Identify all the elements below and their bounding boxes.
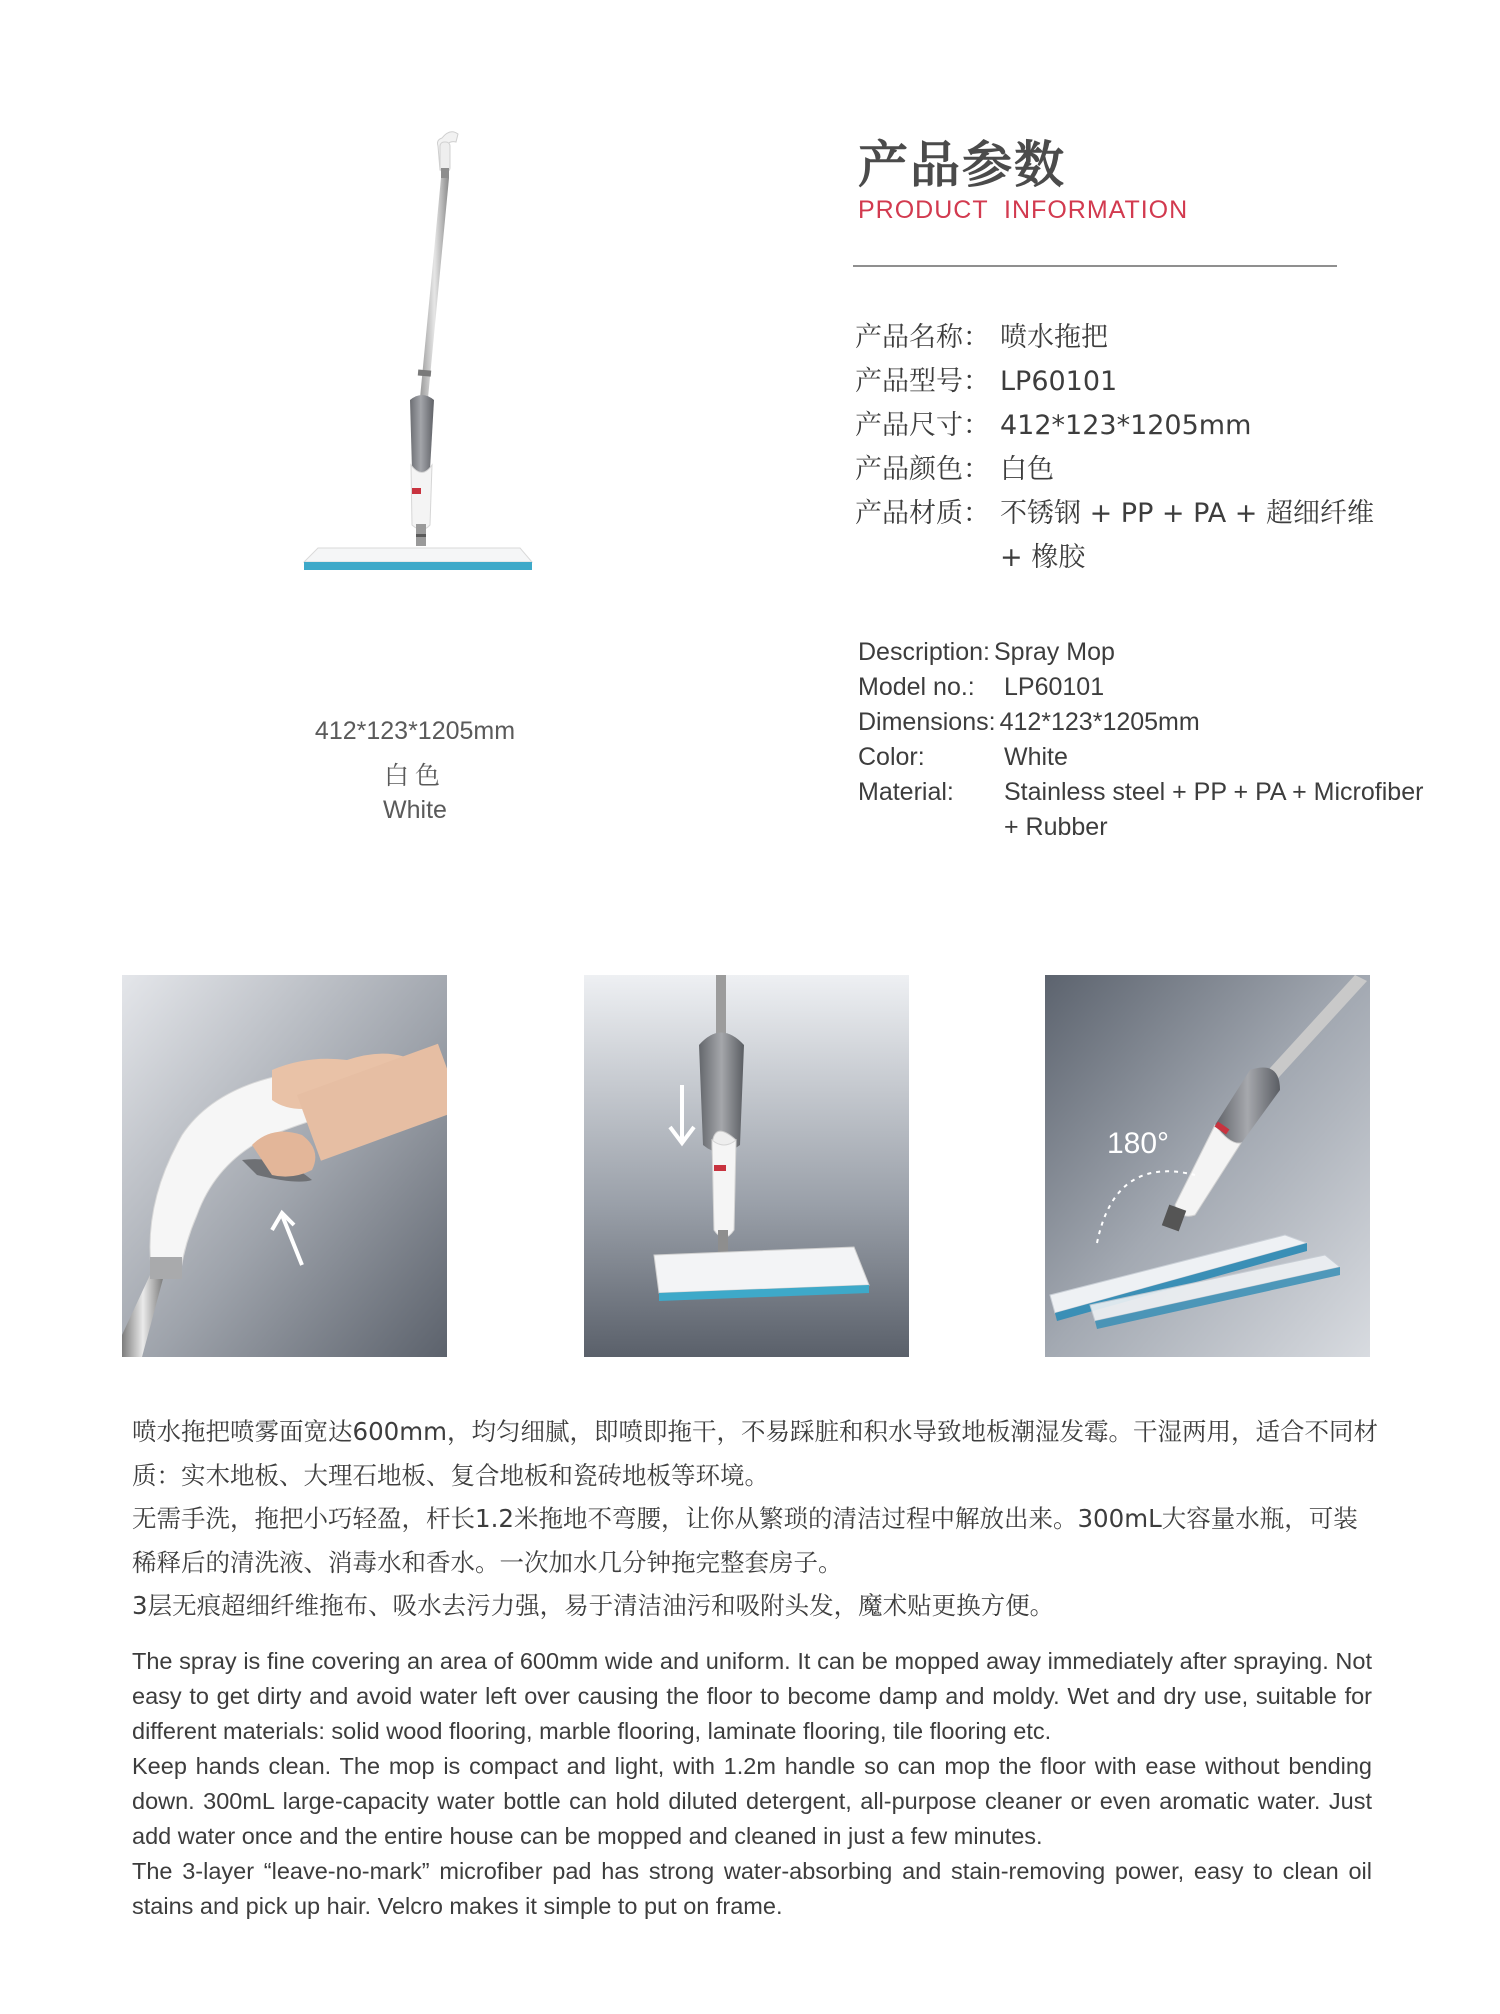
page-title-cn: 产品参数 (858, 136, 1066, 194)
spec-row-model (858, 670, 1498, 705)
spec-value: 喷水拖把 (1000, 322, 1108, 353)
title-divider (853, 265, 1337, 267)
spec-label: 产品尺寸： (855, 410, 990, 441)
description-en-para-2: Keep hands clean. The mop is compact and light, with 1.2m handle so can mop the floor with ease without bending down. 300mL large-capacity water bottle can hold diluted detergent, all-purpose cleaner or even aromatic water. Just add water once and the entire house can be mopped and cleaned in just a few minutes. (132, 1753, 1372, 1849)
description-en-para-1: The spray is fine covering an area of 600mm wide and uniform. It can be mopped away immediately after spraying. Not easy to get dirty and avoid water left over causing the floor to become damp and moldy. Wet and dry use, suitable for different materials: solid wood flooring, marble flooring, laminate flooring, tile flooring etc. (132, 1648, 1372, 1744)
spec-label: 产品型号： (855, 366, 990, 397)
spec-value-line2: + Rubber (1004, 813, 1108, 841)
spec-row-material (858, 775, 1498, 845)
spec-label: 产品名称： (855, 322, 990, 353)
spec-value: LP60101 (1004, 673, 1105, 701)
spec-label: Color: (858, 743, 925, 771)
spec-row-color (858, 740, 1498, 775)
spec-value: 412*123*1205mm (1000, 410, 1252, 441)
rotate-label: 180° (1107, 1127, 1170, 1160)
hero-mop-image (280, 120, 540, 700)
spec-value-line1: 不锈钢 + PP + PA + 超细纤维 (1000, 498, 1374, 529)
spec-value: LP60101 (1000, 366, 1118, 397)
spec-value: Spray Mop (994, 638, 1115, 666)
spec-label: Model no.: (858, 673, 975, 701)
description-cn (132, 1410, 1382, 1628)
hero-color-cn: 白色 (383, 762, 446, 790)
spec-label: 产品材质： (855, 498, 990, 529)
spec-row-color (855, 448, 1495, 492)
spec-value: 412*123*1205mm (999, 708, 1200, 736)
spec-list-en (858, 635, 1498, 845)
description-en (132, 1644, 1372, 1924)
spec-row-size (855, 404, 1495, 448)
spec-row-dimensions (858, 705, 1498, 740)
spec-value: 白色 (1000, 454, 1054, 485)
photo-trigger-handle (122, 975, 447, 1357)
photo-rotating-pad (1045, 975, 1370, 1357)
hero-dimensions: 412*123*1205mm (314, 717, 516, 745)
spec-label: Description: (858, 638, 990, 666)
spec-row-material (855, 492, 1495, 580)
spec-value (1004, 775, 1498, 845)
spec-list-cn (855, 316, 1495, 580)
description-cn-para-1: 喷水拖把喷雾面宽达600mm，均匀细腻，即喷即拖干，不易踩脏和积水导致地板潮湿发霉。干湿两用，适合不同材质：实木地板、大理石地板、复合地板和瓷砖地板等环境。 (132, 1417, 1378, 1490)
description-en-para-3: The 3-layer “leave-no-mark” microfiber pad has strong water-absorbing and stain-removing power, easy to clean oil stains and pick up hair. Velcro makes it simple to put on frame. (132, 1858, 1372, 1919)
spec-row-model (855, 360, 1495, 404)
description-cn-para-3: 3层无痕超细纤维拖布、吸水去污力强，易于清洁油污和吸附头发，魔术贴更换方便。 (132, 1591, 1055, 1620)
description-cn-para-2: 无需手洗，拖把小巧轻盈，杆长1.2米拖地不弯腰，让你从繁琐的清洁过程中解放出来。300mL大容量水瓶，可装稀释后的清洗液、消毒水和香水。一次加水几分钟拖完整套房子。 (132, 1504, 1358, 1577)
spec-value (1000, 492, 1495, 580)
spec-row-description (858, 635, 1498, 670)
hero-color-en: White (383, 796, 447, 824)
spec-value: White (1004, 743, 1068, 771)
spec-label: 产品颜色： (855, 454, 990, 485)
spec-label: Dimensions: (858, 708, 996, 736)
spec-value-line2: + 橡胶 (1000, 542, 1086, 573)
page-title-en: PRODUCT INFORMATION (858, 196, 1189, 224)
spec-row-name (855, 316, 1495, 360)
spec-value-line1: Stainless steel + PP + PA + Microfiber (1004, 778, 1424, 806)
spec-label: Material: (858, 778, 954, 806)
photo-water-bottle (584, 975, 909, 1357)
